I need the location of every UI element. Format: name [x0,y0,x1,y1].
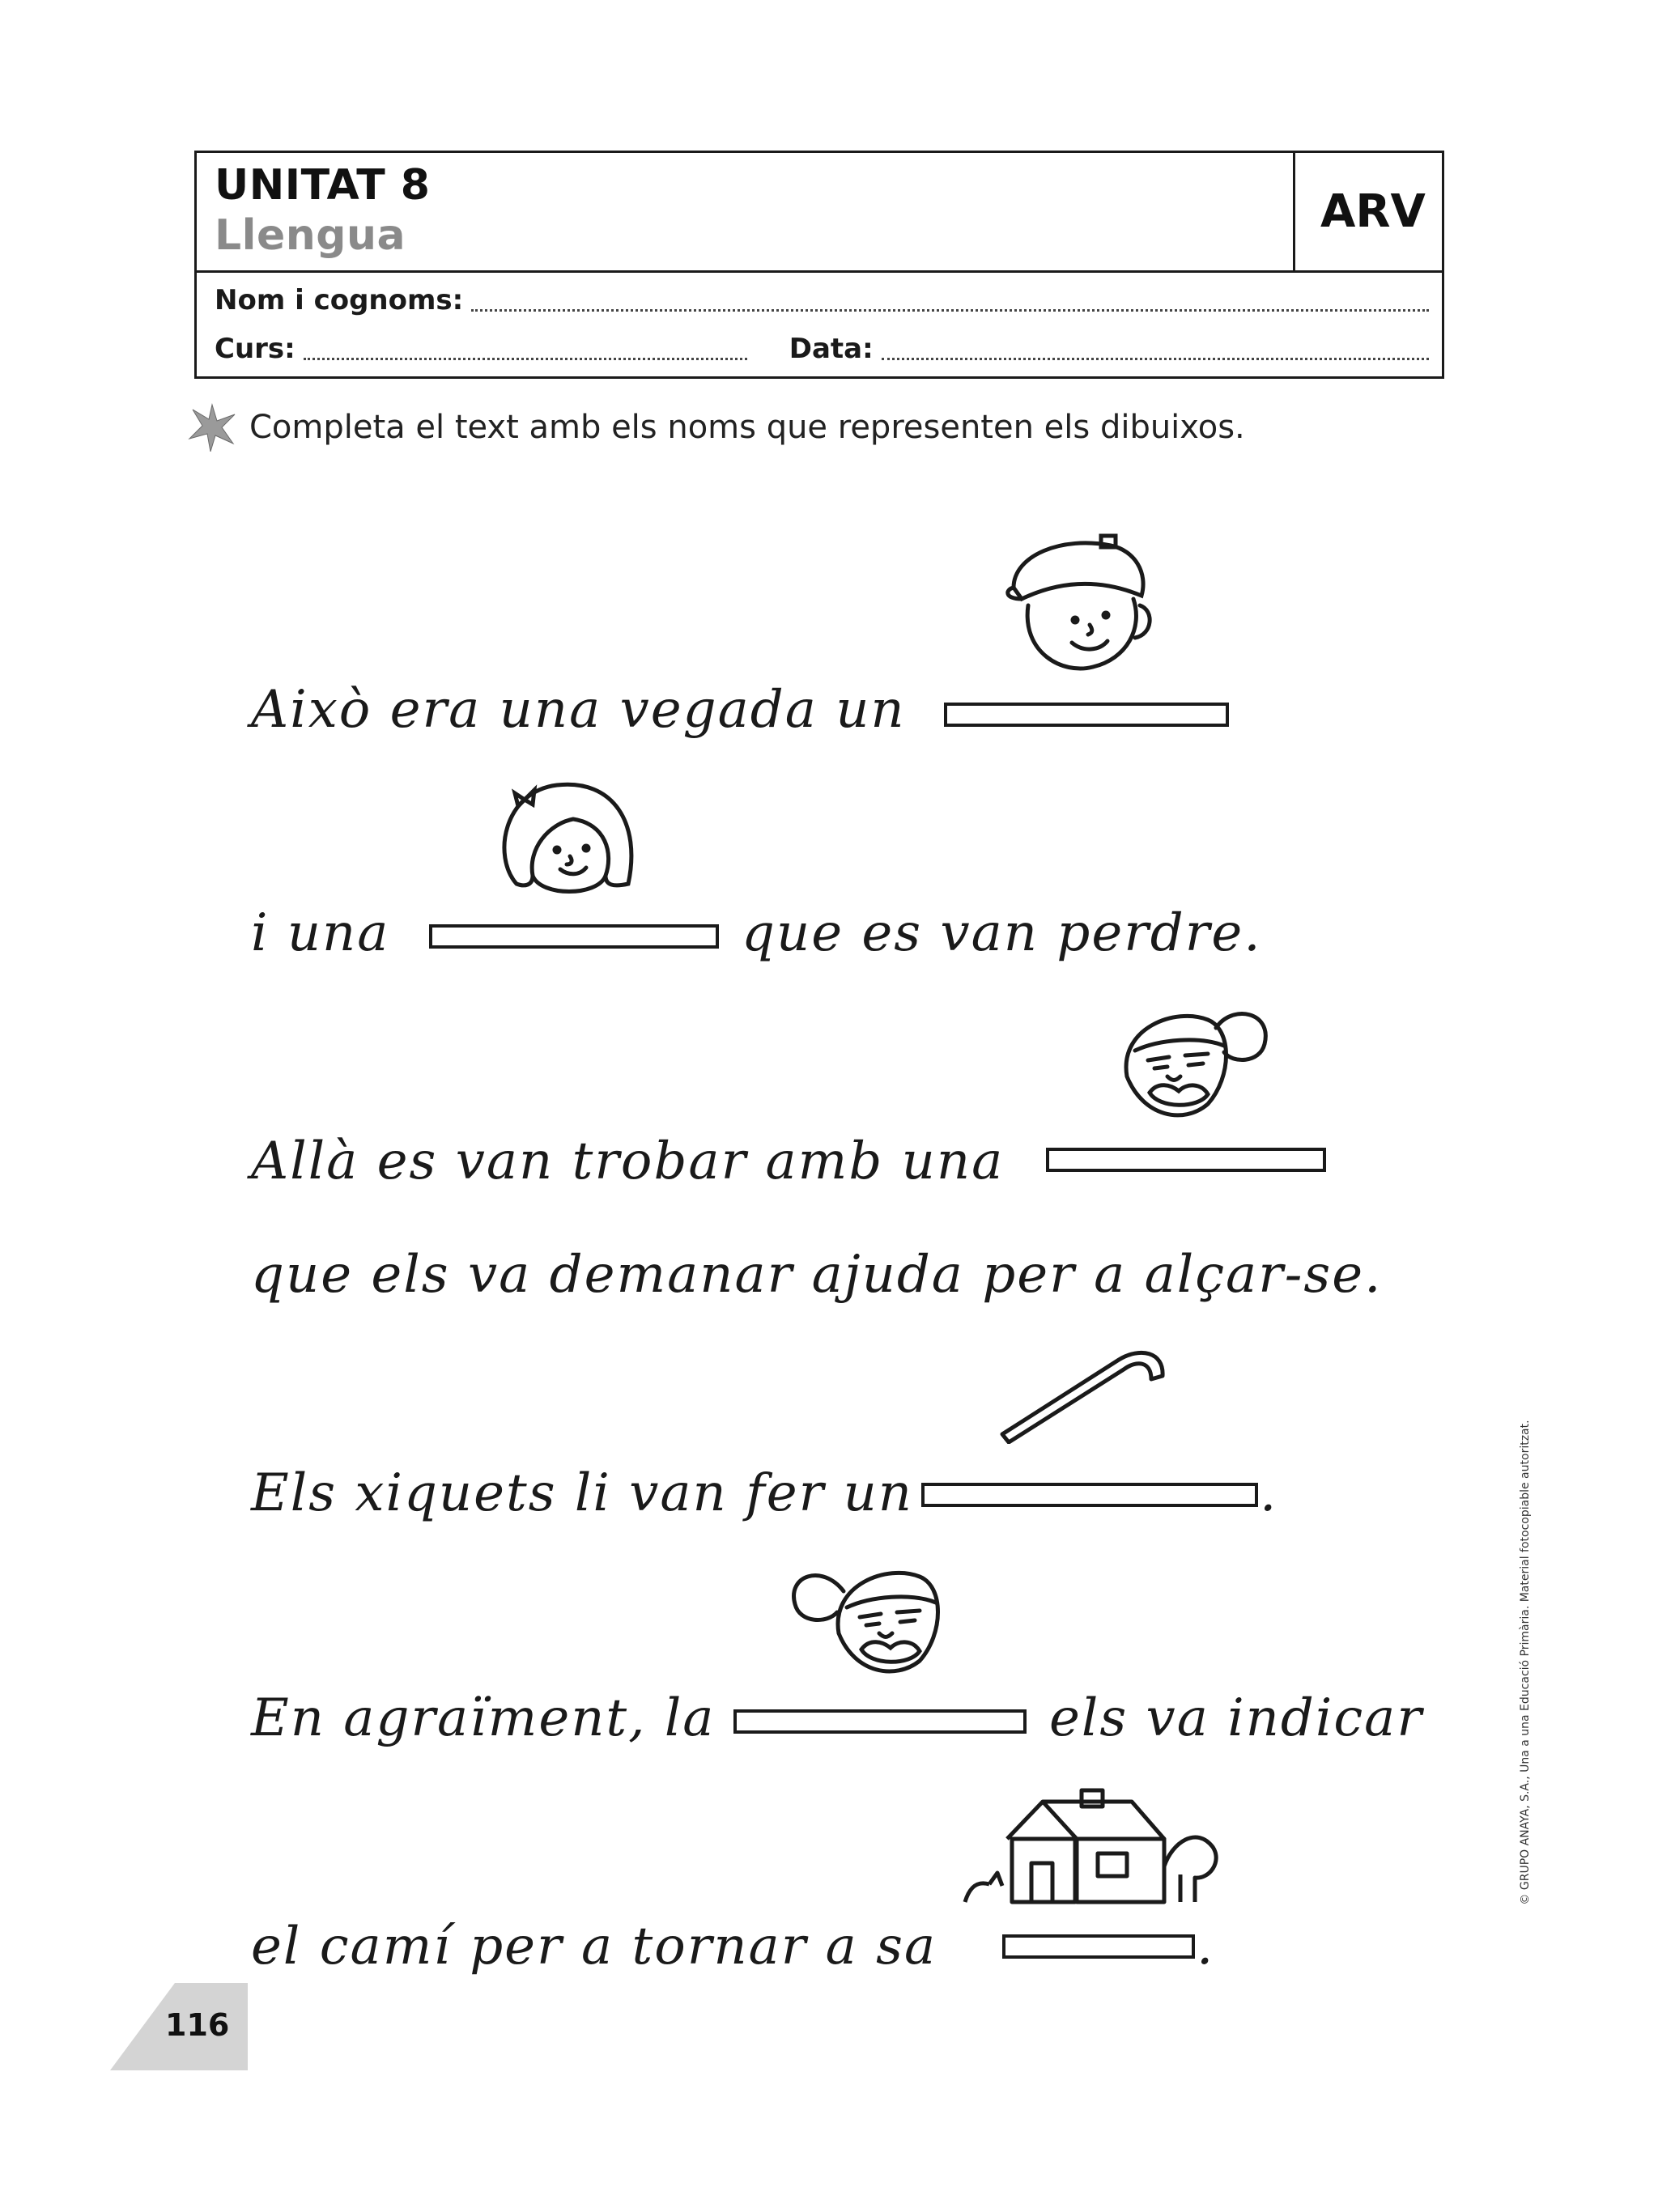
copyright-text: © GRUPO ANAYA, S.A., Una a una Educació Primària. Material fotocopiable autoritzat. [1519,1420,1532,1905]
house-icon [962,1785,1219,1907]
line-2-after: que es van perdre. [742,903,1262,963]
line-4-text: que els va demanar ajuda per a alçar-se. [251,1245,1383,1305]
date-label: Data: [789,333,874,365]
header-top [197,153,1442,273]
course-field[interactable] [304,353,747,360]
line-7-text: el camí per a tornar a sa [251,1917,937,1976]
blank-3[interactable] [1046,1148,1326,1172]
star-icon [188,403,236,452]
header-divider [1293,153,1295,270]
name-field[interactable] [471,304,1429,312]
course-date-row [215,333,1429,365]
instruction-text: Completa el text amb els noms que representen els dibuixos. [249,409,1245,446]
cane-icon [997,1344,1171,1444]
line-6-after: els va indicar [1049,1688,1423,1748]
line-2-text: i una [251,903,390,963]
instruction [188,403,1245,452]
blank-4[interactable] [921,1483,1258,1507]
blank-6[interactable] [1002,1934,1195,1959]
unit-title: UNITAT 8 [215,161,431,210]
header-box [194,151,1444,379]
page-number: 116 [165,2007,230,2043]
unit-code: ARV [1320,185,1426,238]
date-field[interactable] [882,353,1429,360]
line-7-after: . [1197,1917,1215,1976]
name-label: Nom i cognoms: [215,284,464,316]
old-woman-face-icon [790,1559,949,1680]
blank-1[interactable] [944,703,1229,727]
girl-face-icon [492,775,646,897]
blank-2[interactable] [429,924,719,949]
line-1-text: Això era una vegada un [251,680,906,740]
line-3-text: Allà es van trobar amb una [251,1131,1005,1191]
subject-title: Llengua [215,211,406,260]
course-label: Curs: [215,333,295,365]
blank-5[interactable] [733,1709,1027,1734]
copyright-notice [1514,1368,1535,1967]
line-6-text: En agraïment, la [251,1688,716,1748]
line-5-text: Els xiquets li van fer un [251,1463,913,1523]
line-5-after: . [1260,1463,1278,1523]
old-woman-face-icon [1111,1004,1269,1125]
name-field-row [215,284,1429,316]
boy-face-icon [997,531,1159,680]
